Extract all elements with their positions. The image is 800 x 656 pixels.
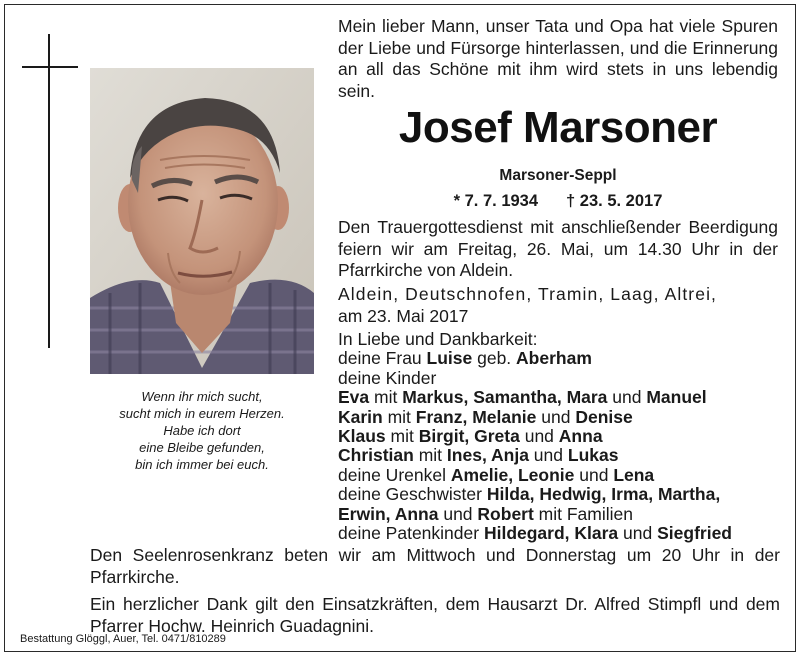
poem-line: eine Bleibe gefunden, [139,440,265,455]
portrait-photo [90,68,314,374]
bottom-text [90,545,780,643]
poem-line: bin ich immer bei euch. [135,457,269,472]
poem-line: sucht mich in eurem Herzen. [119,406,285,421]
date-line: am 23. Mai 2017 [338,305,469,326]
family-row: Eva mit Markus, Samantha, Mara und Manuel [338,387,707,408]
family-siblings: deine Geschwister Hilda, Hedwig, Irma, Martha, [338,484,721,505]
poem-line: Wenn ihr mich sucht, [141,389,263,404]
family-great-grandchildren: deine Urenkel Amelie, Leonie und Lena [338,464,655,485]
undertaker-info: Bestattung Glöggl, Auer, Tel. 0471/810289 [20,633,226,645]
deceased-name: Josef Marsoner [398,103,718,152]
family-children-label: deine Kinder [338,367,437,388]
thanks-text: Ein herzlicher Dank gilt den Einsatzkräften, dem Hausarzt Dr. Alfred Stimpfl und dem Pfarrer Hochw. Heinrich Guadagnini. [90,594,780,636]
intro-text: Mein lieber Mann, unser Tata und Opa hat viele Spuren der Liebe und Fürsorge hinterlassen, und die Erinnerung an all das Schöne mit ihm wird stets in uns lebendig sein. [338,16,778,101]
place-line: Aldein, Deutschnofen, Tramin, Laag, Altrei, [338,284,718,304]
family-siblings-cont: Erwin, Anna und Robert mit Familien [338,503,633,524]
death-date: † 23. 5. 2017 [566,192,663,210]
family-godchildren: deine Patenkinder Hildegard, Klara und Siegfried [338,523,732,544]
family-list [338,330,788,543]
family-heading: In Liebe und Dankbarkeit: [338,329,538,349]
rosary-text: Den Seelenrosenkranz beten wir am Mittwoch und Donnerstag um 20 Uhr in der Pfarrkirche. [90,545,780,587]
family-row: Karin mit Franz, Melanie und Denise [338,406,633,427]
family-row: Klaus mit Birgit, Greta und Anna [338,426,603,447]
birth-date: * 7. 7. 1934 [453,192,539,210]
family-wife: deine Frau Luise geb. Aberham [338,348,592,369]
place-date [338,284,778,327]
funeral-service-text: Den Trauergottesdienst mit anschließender Beerdigung feiern wir am Freitag, 26. Mai, um 14.30 Uhr in der Pfarrkirche von Aldein. [338,217,778,280]
nickname: Marsoner-Seppl [499,167,617,184]
poem-line: Habe ich dort [163,423,241,438]
life-dates [338,190,778,212]
poem [90,388,314,473]
family-row: Christian mit Ines, Anja und Lukas [338,445,619,466]
